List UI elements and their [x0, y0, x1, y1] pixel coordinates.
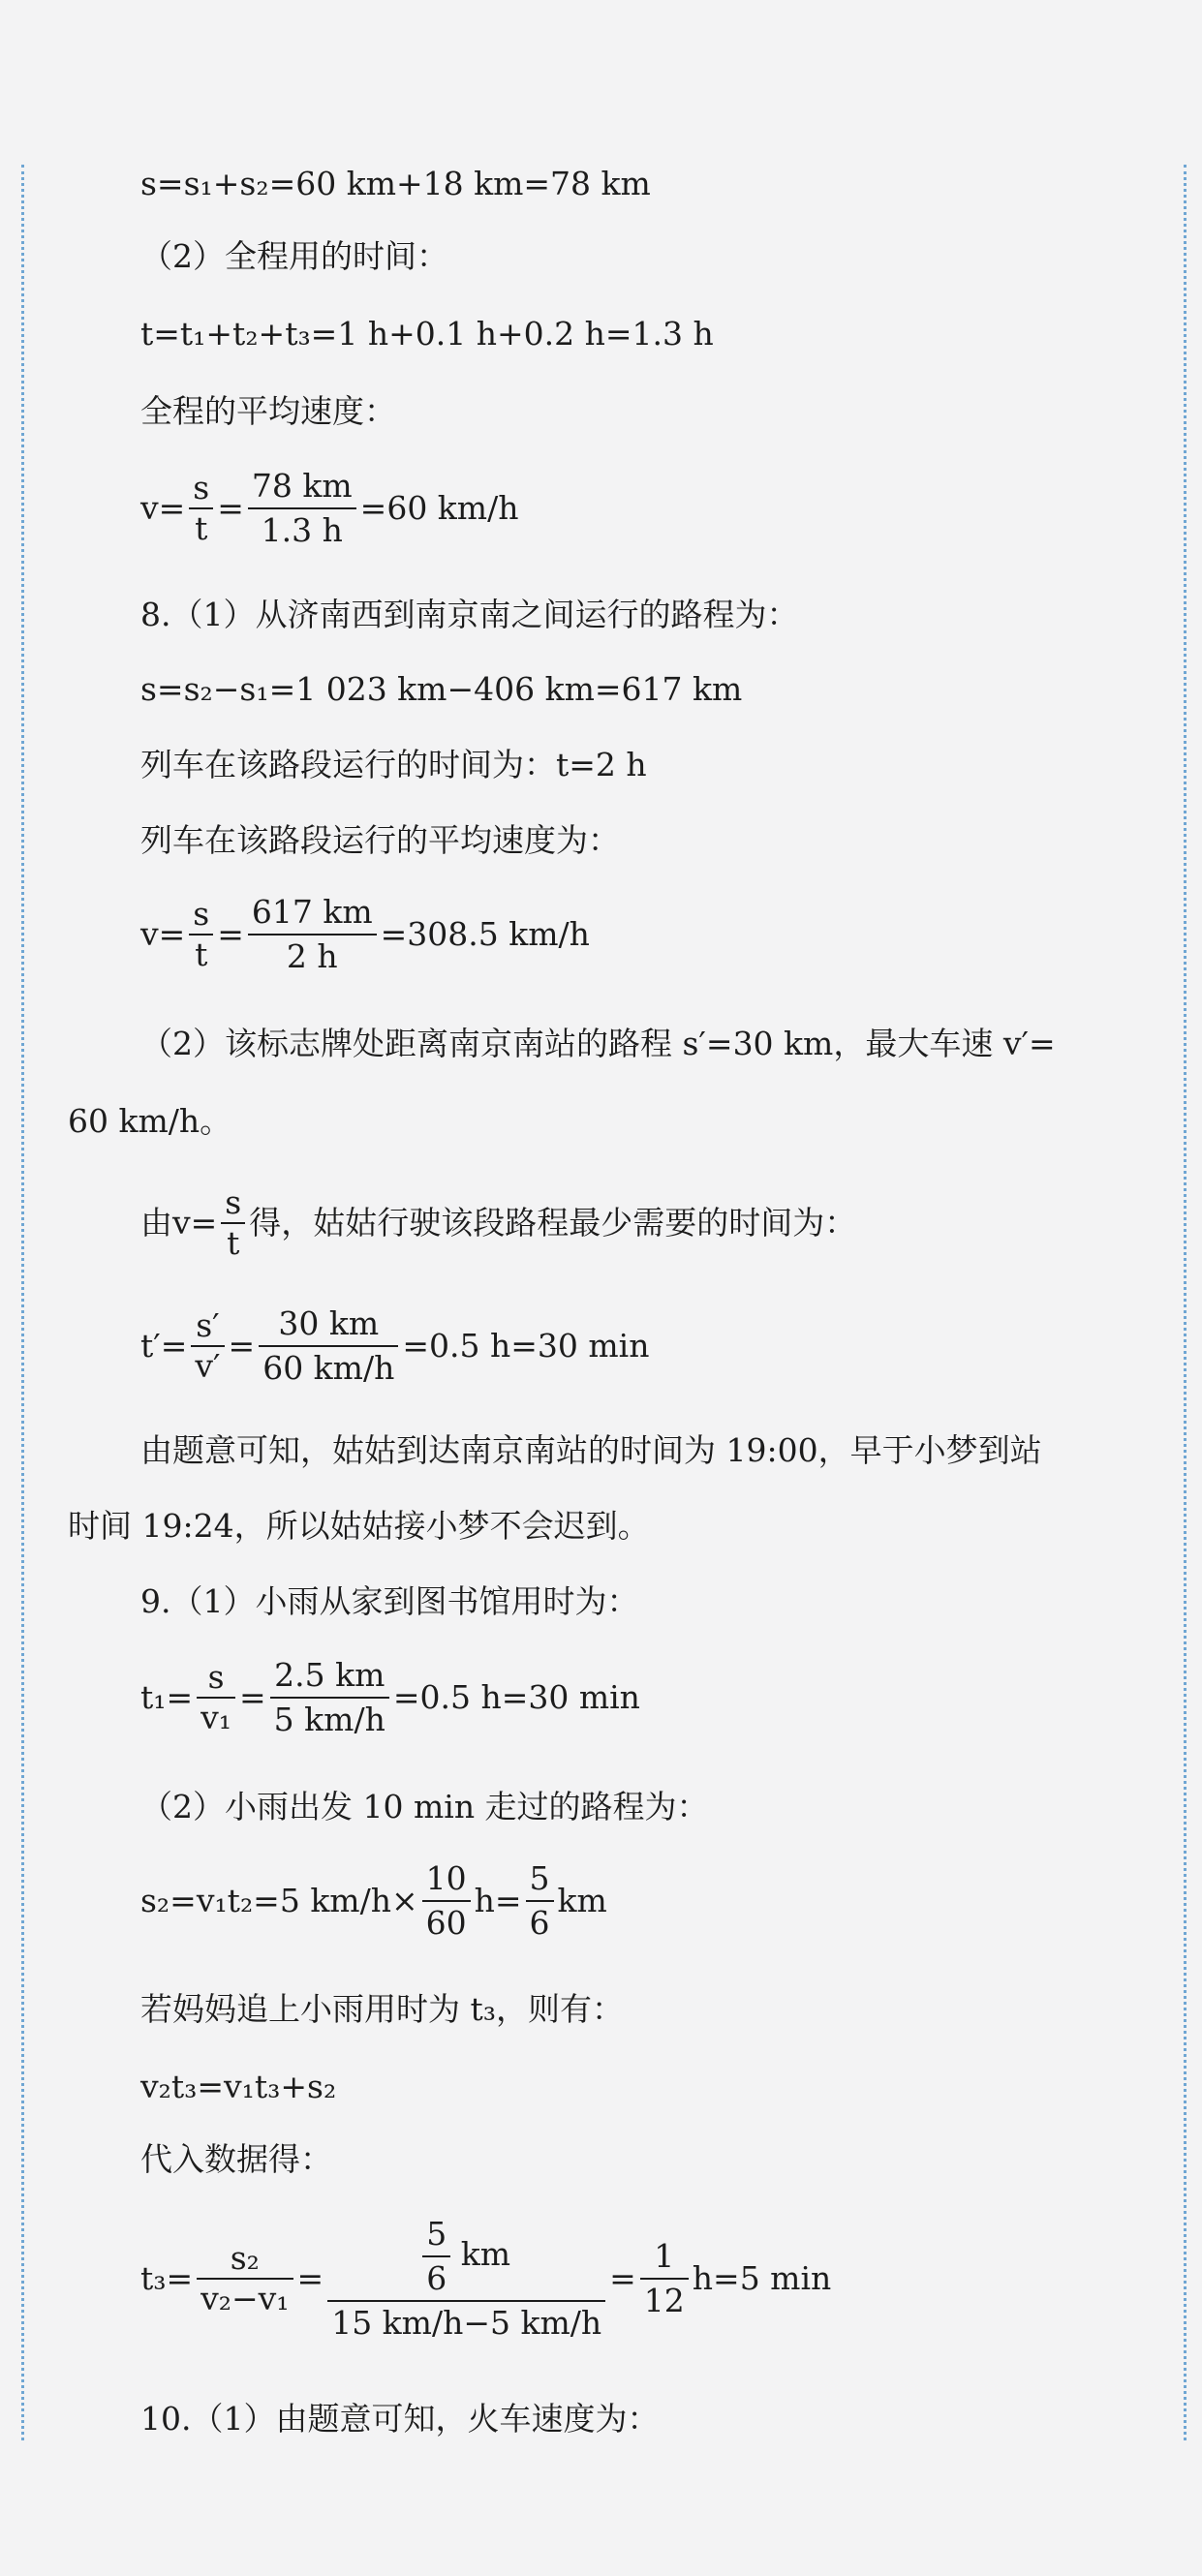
question-8-part-1: 8.（1）从济南西到南京南之间运行的路程为： — [140, 596, 799, 633]
equation-route-distance: s=s₂−s₁=1 023 km−406 km=617 km — [140, 670, 743, 708]
question-8-part-2-line2: 60 km/h。 — [68, 1102, 232, 1140]
equation-catch-up: v₂t₃=v₁t₃+s₂ — [140, 2068, 337, 2105]
formula-catch-up-time: t₃= $\frac{\text{s₂}}{\text{v₂−v₁}}$ = $\frac{5}{6}$ km 15 km/h−5 km/h = $\frac{1}{12}$ h=5 min — [140, 2213, 831, 2345]
fraction-5-over-6: $\frac{5}{6}$ — [526, 1857, 554, 1945]
heading-substitute: 代入数据得： — [140, 2140, 332, 2178]
left-dotted-border — [21, 165, 24, 2440]
statement-route-time: 列车在该路段运行的时间为：t=2 h — [140, 746, 647, 783]
formula-min-time: t′= $\frac{s'}{v'}$ = $\frac{30 km}{60 km/h}$ =0.5 h=30 min — [140, 1303, 649, 1390]
fraction-10-over-60: $\frac{10}{60}$ — [422, 1857, 471, 1945]
formula-result: =60 km/h — [359, 489, 519, 527]
formula-route-speed: v= $\frac{s}{t}$ = $\frac{617 km}{2 h}$ =308.5 km/h — [140, 891, 590, 978]
fraction-1-over-12: $\frac{1}{12}$ — [640, 2235, 689, 2322]
fraction-s2-over-dv: $\frac{\text{s₂}}{\text{v₂−v₁}}$ — [197, 2239, 293, 2318]
formula-average-speed: v= $\frac{s}{t}$ = $\frac{78 km}{1.3 h}$ =60 km/h — [140, 465, 518, 552]
fraction-values: $\frac{5}{6}$ km 15 km/h−5 km/h — [327, 2213, 605, 2345]
question-9-part-1: 9.（1）小雨从家到图书馆用时为： — [140, 1582, 639, 1620]
statement-catch-up: 若妈妈追上小雨用时为 t₃，则有： — [140, 1990, 624, 2028]
fraction-s-over-v1: $\frac{s}{\text{v₁}}$ — [197, 1658, 235, 1737]
question-10-part-1: 10.（1）由题意可知，火车速度为： — [140, 2400, 660, 2438]
fraction-s-over-v: $\frac{s'}{v'}$ — [191, 1306, 224, 1386]
fraction-values: $\frac{30 km}{60 km/h}$ — [259, 1303, 398, 1390]
formula-result: =0.5 h=30 min — [392, 1678, 640, 1716]
question-9-part-2: （2）小雨出发 10 min 走过的路程为： — [140, 1788, 709, 1825]
nested-numerator: $\frac{5}{6}$ km — [327, 2213, 605, 2302]
conclusion-line2: 时间 19:24，所以姑姑接小梦不会迟到。 — [68, 1507, 650, 1545]
fraction-values: $\frac{617 km}{2 h}$ — [248, 891, 377, 978]
conclusion-line1: 由题意可知，姑姑到达南京南站的时间为 19:00，早于小梦到站 — [140, 1431, 1042, 1469]
fraction-values: $\frac{78 km}{1.3 h}$ — [248, 465, 356, 552]
fraction-s-over-t: $\frac{s}{t}$ — [189, 469, 213, 548]
heading-average-speed: 全程的平均速度： — [140, 392, 396, 430]
statement-min-time: 由 v= $\frac{s}{t}$ 得，姑姑行驶该段路程最少需要的时间为： — [140, 1183, 857, 1262]
formula-result: =308.5 km/h — [380, 915, 590, 953]
heading-route-average-speed: 列车在该路段运行的平均速度为： — [140, 821, 620, 859]
heading-total-time: （2）全程用的时间： — [140, 237, 448, 275]
fraction-s-over-t: $\frac{s}{t}$ — [189, 895, 213, 974]
formula-lhs: v= — [140, 489, 186, 527]
formula-distance-10min: s₂=v₁t₂=5 km/h× $\frac{10}{60}$ h= $\frac{5}{6}$ km — [140, 1857, 607, 1945]
fraction-values: $\frac{2.5 km}{5 km/h}$ — [270, 1654, 389, 1741]
right-dotted-border — [1184, 165, 1187, 2440]
fraction-s-over-t: $\frac{s}{t}$ — [221, 1183, 245, 1263]
formula-library-time: t₁= $\frac{s}{\text{v₁}}$ = $\frac{2.5 km}{5 km/h}$ =0.5 h=30 min — [140, 1654, 640, 1741]
equation-total-distance: s=s₁+s₂=60 km+18 km=78 km — [140, 165, 651, 202]
question-8-part-2-line1: （2）该标志牌处距离南京南站的路程 s′=30 km，最大车速 v′= — [140, 1025, 1056, 1062]
equation-total-time: t=t₁+t₂+t₃=1 h+0.1 h+0.2 h=1.3 h — [140, 315, 714, 353]
formula-result: =0.5 h=30 min — [402, 1327, 650, 1365]
